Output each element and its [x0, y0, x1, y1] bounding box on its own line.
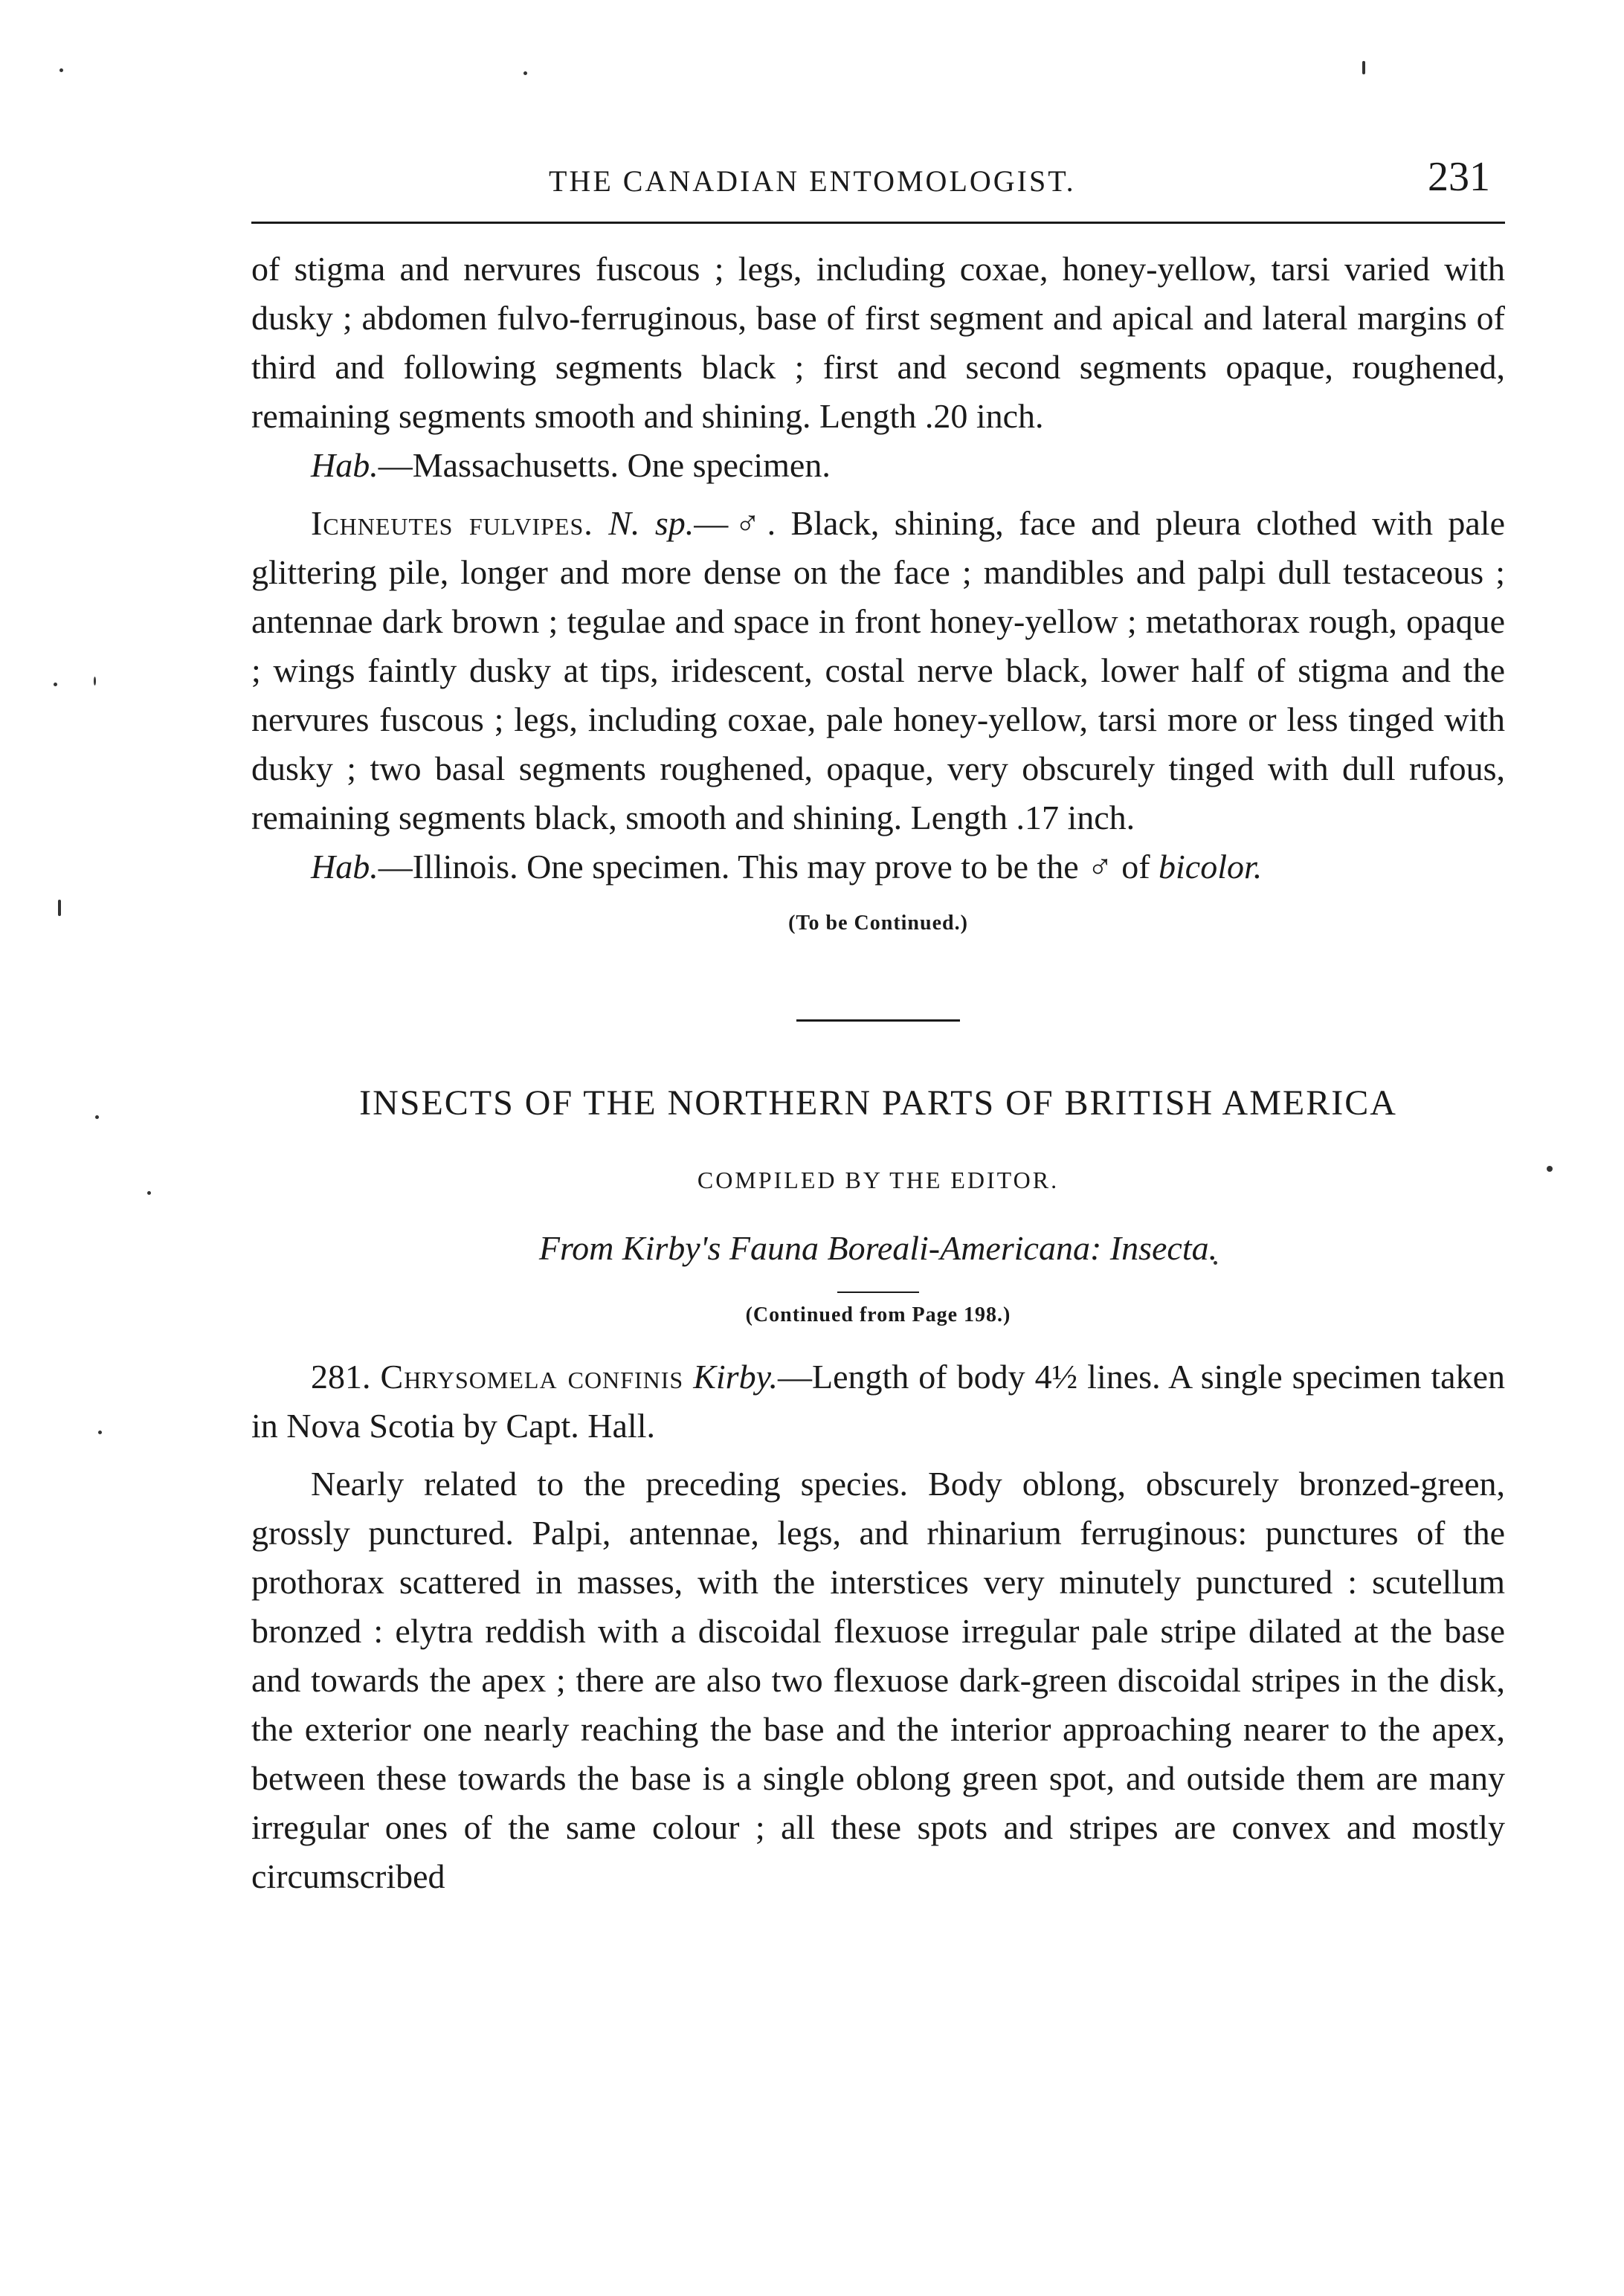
- running-head: [251, 141, 1505, 216]
- page-content: [251, 141, 1505, 1901]
- compiled-by: COMPILED BY THE EDITOR.: [697, 1167, 1060, 1193]
- entry-name: Chrysomela confinis: [380, 1358, 684, 1396]
- hab-species: bicolor.: [1159, 848, 1263, 886]
- source-line: From Kirby's Fauna Boreali-Americana: Insecta.: [538, 1229, 1218, 1267]
- continued-paragraph: of stigma and nervures fuscous ; legs, including coxae, honey-yellow, tarsi varied with dusky ; abdomen fulvo-ferruginous, base of first segment and apical and lateral margins of third and following segments black ; first and second segments opaque, roughened, remaining segments smooth and shining. Length .20 inch.: [251, 250, 1505, 435]
- page-number: 231: [1428, 154, 1490, 200]
- entry-author: Kirby.: [693, 1358, 778, 1396]
- hab-text: —Massachusetts. One specimen.: [378, 446, 831, 484]
- entry-paragraph: [251, 1352, 1505, 1451]
- species-name: Ichneutes fulvipes.: [311, 504, 593, 542]
- continued-from: (Continued from Page 198.): [745, 1303, 1011, 1326]
- section-divider: [796, 1019, 960, 1022]
- species-description: Black, shining, face and pleura clothed with pale glittering pile, longer and more dense on the face ; mandibles and palpi dull testaceous ; antennae dark brown ; tegulae and space in front honey-yellow ; metathorax rough, opaque ; wings faintly dusky at tips, iridescent, costal nerve black, lower half of stigma and the nervures fuscous ; legs, including coxae, pale honey-yellow, tarsi more or less tinged with dusky ; two basal segments roughened, opaque, very obscurely tinged with dull rufous, remaining segments black, smooth and shining. Length .17 inch.: [251, 504, 1505, 836]
- habitat-line-1: [251, 441, 1505, 490]
- hab-label: Hab.: [311, 446, 378, 484]
- short-rule: [837, 1292, 919, 1293]
- to-be-continued: (To be Continued.): [788, 912, 968, 935]
- species-sex: —♂.: [694, 504, 776, 542]
- species-tag: N. sp.: [608, 504, 695, 542]
- section-title: INSECTS OF THE NORTHERN PARTS OF BRITISH AMERICA: [359, 1083, 1397, 1123]
- hab-text-2: —Illinois. One specimen. This may prove to be the ♂ of: [378, 848, 1159, 886]
- habitat-line-2: [251, 842, 1505, 891]
- entry-first: —Length of body 4½ lines. A single specimen taken in Nova Scotia by Capt. Hall.: [251, 1358, 1506, 1445]
- hab-label-2: Hab.: [311, 848, 378, 886]
- species-paragraph: [251, 499, 1505, 842]
- entry-number: 281.: [311, 1358, 371, 1396]
- description-paragraph: Nearly related to the preceding species. Body oblong, obscurely bronzed-green, grossly punctured. Palpi, antennae, legs, and rhinarium ferruginous: punctures of the prothorax scattered in masses, with the interstices very minutely punctured : scutellum bronzed : elytra reddish with a discoidal flexuose irregular pale stripe dilated at the base and towards the apex ; there are also two flexuose dark-green discoidal stripes in the disk, the exterior one nearly reaching the base and the interior approaching nearer to the apex, between these towards the base is a single oblong green spot, and outside them are many irregular ones of the same colour ; all these spots and stripes are convex and mostly circumscribed: [251, 1465, 1505, 1895]
- header-rule: [251, 222, 1505, 224]
- journal-title: THE CANADIAN ENTOMOLOGIST.: [549, 164, 1076, 198]
